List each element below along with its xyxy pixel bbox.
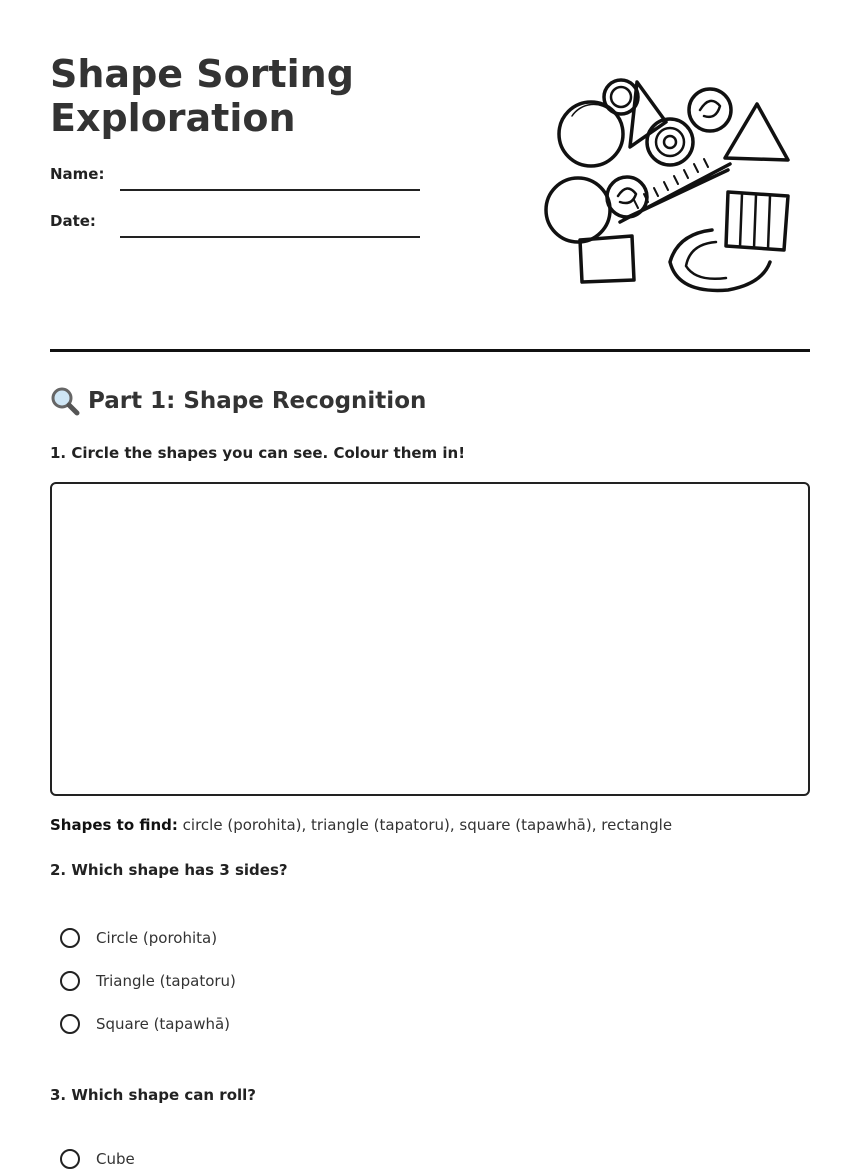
q3-option-cube[interactable] (60, 1149, 135, 1169)
shapes-to-find-list: circle (porohita), triangle (tapatoru), square (tapawhā), rectangle (177, 816, 673, 834)
part1-heading (50, 386, 426, 416)
option-label: Square (tapawhā) (96, 1015, 231, 1033)
section-divider (50, 349, 810, 352)
option-label: Triangle (tapatoru) (96, 972, 236, 990)
drawing-area[interactable] (50, 482, 810, 796)
date-label: Date: (50, 212, 96, 230)
date-field[interactable] (50, 212, 420, 230)
shapes-to-find (50, 816, 672, 834)
q2-option-circle[interactable] (60, 928, 217, 948)
option-label: Circle (porohita) (96, 929, 218, 947)
worksheet-title (50, 52, 470, 140)
shapes-to-find-label: Shapes to find: (50, 816, 178, 834)
radio-button[interactable] (60, 928, 80, 948)
name-label: Name: (50, 165, 105, 183)
title-line-2: Exploration (50, 96, 296, 140)
question-3: 3. Which shape can roll? (50, 1086, 256, 1104)
part1-heading-text: Part 1: Shape Recognition (88, 388, 427, 414)
name-field[interactable] (50, 165, 420, 183)
magnifying-glass-icon (50, 386, 80, 416)
name-line[interactable] (120, 189, 420, 191)
question-2: 2. Which shape has 3 sides? (50, 861, 288, 879)
radio-button[interactable] (60, 1014, 80, 1034)
date-line[interactable] (120, 236, 420, 238)
option-label: Cube (96, 1150, 135, 1168)
q2-option-triangle[interactable] (60, 971, 236, 991)
q2-option-square[interactable] (60, 1014, 230, 1034)
radio-button[interactable] (60, 1149, 80, 1169)
question-1: 1. Circle the shapes you can see. Colour them in! (50, 444, 466, 462)
radio-button[interactable] (60, 971, 80, 991)
shapes-illustration (540, 72, 800, 297)
title-line-1: Shape Sorting (50, 52, 354, 96)
